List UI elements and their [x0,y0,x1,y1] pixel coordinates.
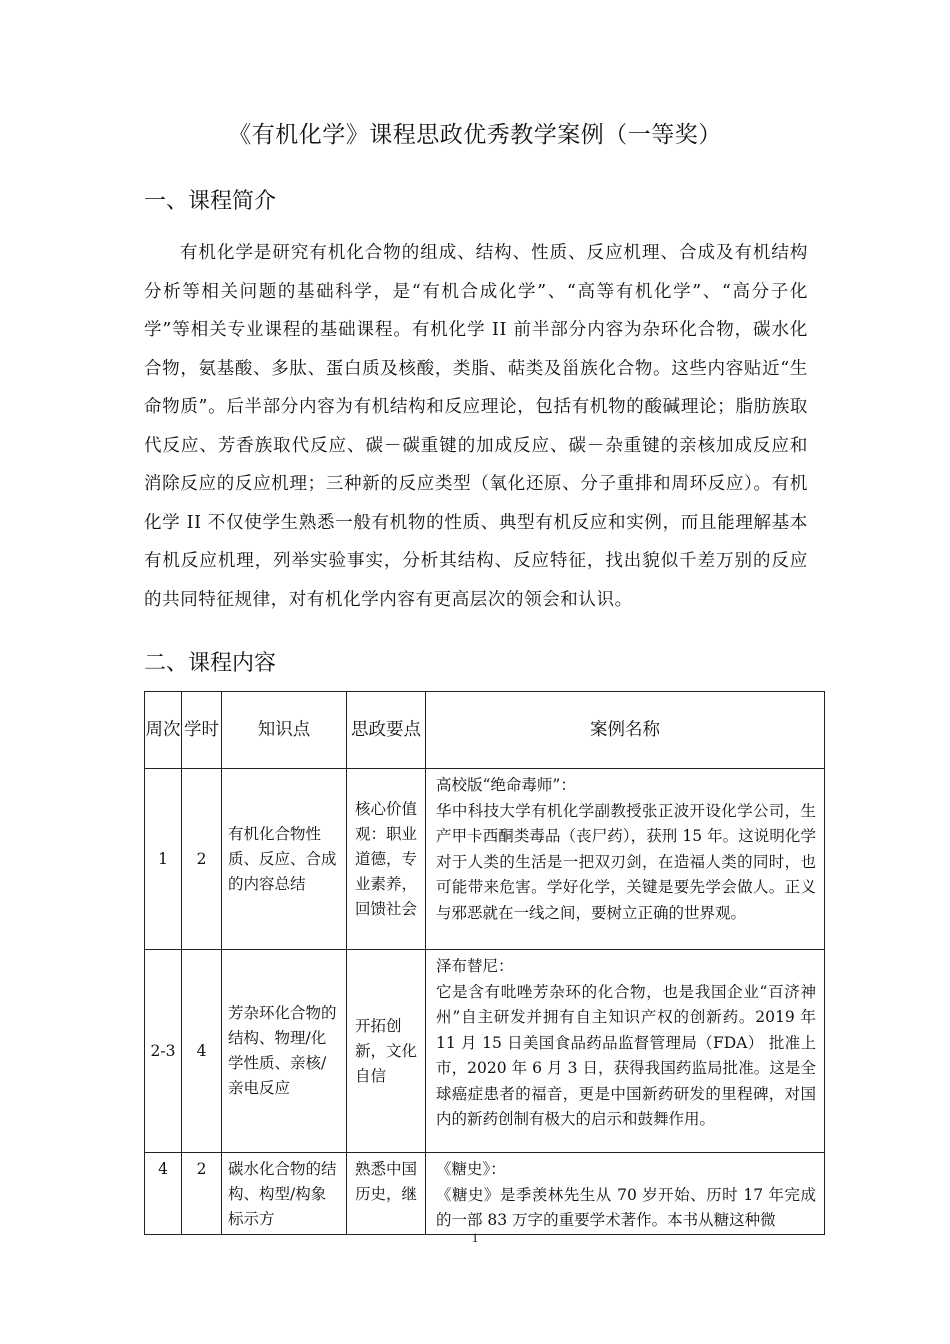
section-heading-intro: 一、课程简介 [144,189,277,214]
header-hours: 学时 [182,692,222,769]
case-title: 泽布替尼： [436,957,514,975]
header-case: 案例名称 [426,692,825,769]
table-row [145,1153,825,1235]
cell-ideology: 熟悉中国历史，继 [347,1153,426,1235]
cell-hours: 2 [182,769,222,950]
cell-hours: 4 [182,950,222,1153]
case-body: 《糖史》是季羡林先生从 70 岁开始、历时 17 年完成的一部 83 万字的重要学术著作。本书从糖这种微 [436,1185,816,1229]
cell-topic: 有机化合物性质、反应、合成的内容总结 [222,769,347,950]
table-row [145,950,825,1153]
table-row [145,769,825,950]
section-heading-content: 二、课程内容 [144,651,277,676]
cell-case [426,950,825,1153]
cell-topic: 碳水化合物的结构、构型/构象标示方 [222,1153,347,1235]
case-body: 它是含有吡唑芳杂环的化合物，也是我国企业“百济神州”自主研发并拥有自主知识产权的创新药。2019 年 11 月 15 日美国食品药品监督管理局（FDA） 批准上市，2020 年 6 月 3 日，获得我国药监局批准。这是全球癌症患者的福音，更是中国新药研发的里程碑，对国内的新药创制有极大的启示和鼓舞作用。 [436,982,816,1128]
cell-case [426,1153,825,1235]
cell-topic: 芳杂环化合物的结构、物理/化学性质、亲核/亲电反应 [222,950,347,1153]
cell-week: 2-3 [145,950,182,1153]
header-ideology: 思政要点 [347,692,426,769]
case-body: 华中科技大学有机化学副教授张正波开设化学公司，生产甲卡西酮类毒品（丧尸药），获刑 15 年。这说明化学对于人类的生活是一把双刃剑，在造福人类的同时，也可能带来危害。学好化学，关键是要先学会做人。正义与邪恶就在一线之间，要树立正确的世界观。 [436,801,816,922]
table-header-row [145,692,825,769]
page-title: 《有机化学》课程思政优秀教学案例（一等奖） [228,122,722,148]
cell-ideology: 核心价值观：职业道德，专业素养，回馈社会 [347,769,426,950]
header-week: 周次 [145,692,182,769]
page-number: 1 [471,1230,479,1245]
cell-hours: 2 [182,1153,222,1235]
cell-week: 4 [145,1153,182,1235]
cell-case [426,769,825,950]
case-title: 高校版“绝命毒师”： [436,776,576,794]
intro-paragraph: 有机化学是研究有机化合物的组成、结构、性质、反应机理、合成及有机结构分析等相关问题的基础科学，是“有机合成化学”、“高等有机化学”、“高分子化学”等相关专业课程的基础课程。有机化学 II 前半部分内容为杂环化合物，碳水化合物，氨基酸、多肽、蛋白质及核酸，类脂、萜类及甾族化合物。这些内容贴近“生命物质”。后半部分内容为有机结构和反应理论，包括有机物的酸碱理论；脂肪族取代反应、芳香族取代反应、碳－碳重键的加成反应、碳－杂重键的亲核加成反应和消除反应的反应机理；三种新的反应类型（氧化还原、分子重排和周环反应）。有机化学 II 不仅使学生熟悉一般有机物的性质、典型有机反应和实例，而且能理解基本有机反应机理，列举实验事实，分析其结构、反应特征，找出貌似千差万别的反应的共同特征规律，对有机化学内容有更高层次的领会和认识。 [144,243,808,610]
cell-week: 1 [145,769,182,950]
header-topic: 知识点 [222,692,347,769]
course-content-table [144,691,825,1235]
cell-ideology: 开拓创新，文化自信 [347,950,426,1153]
case-title: 《糖史》： [436,1160,506,1178]
